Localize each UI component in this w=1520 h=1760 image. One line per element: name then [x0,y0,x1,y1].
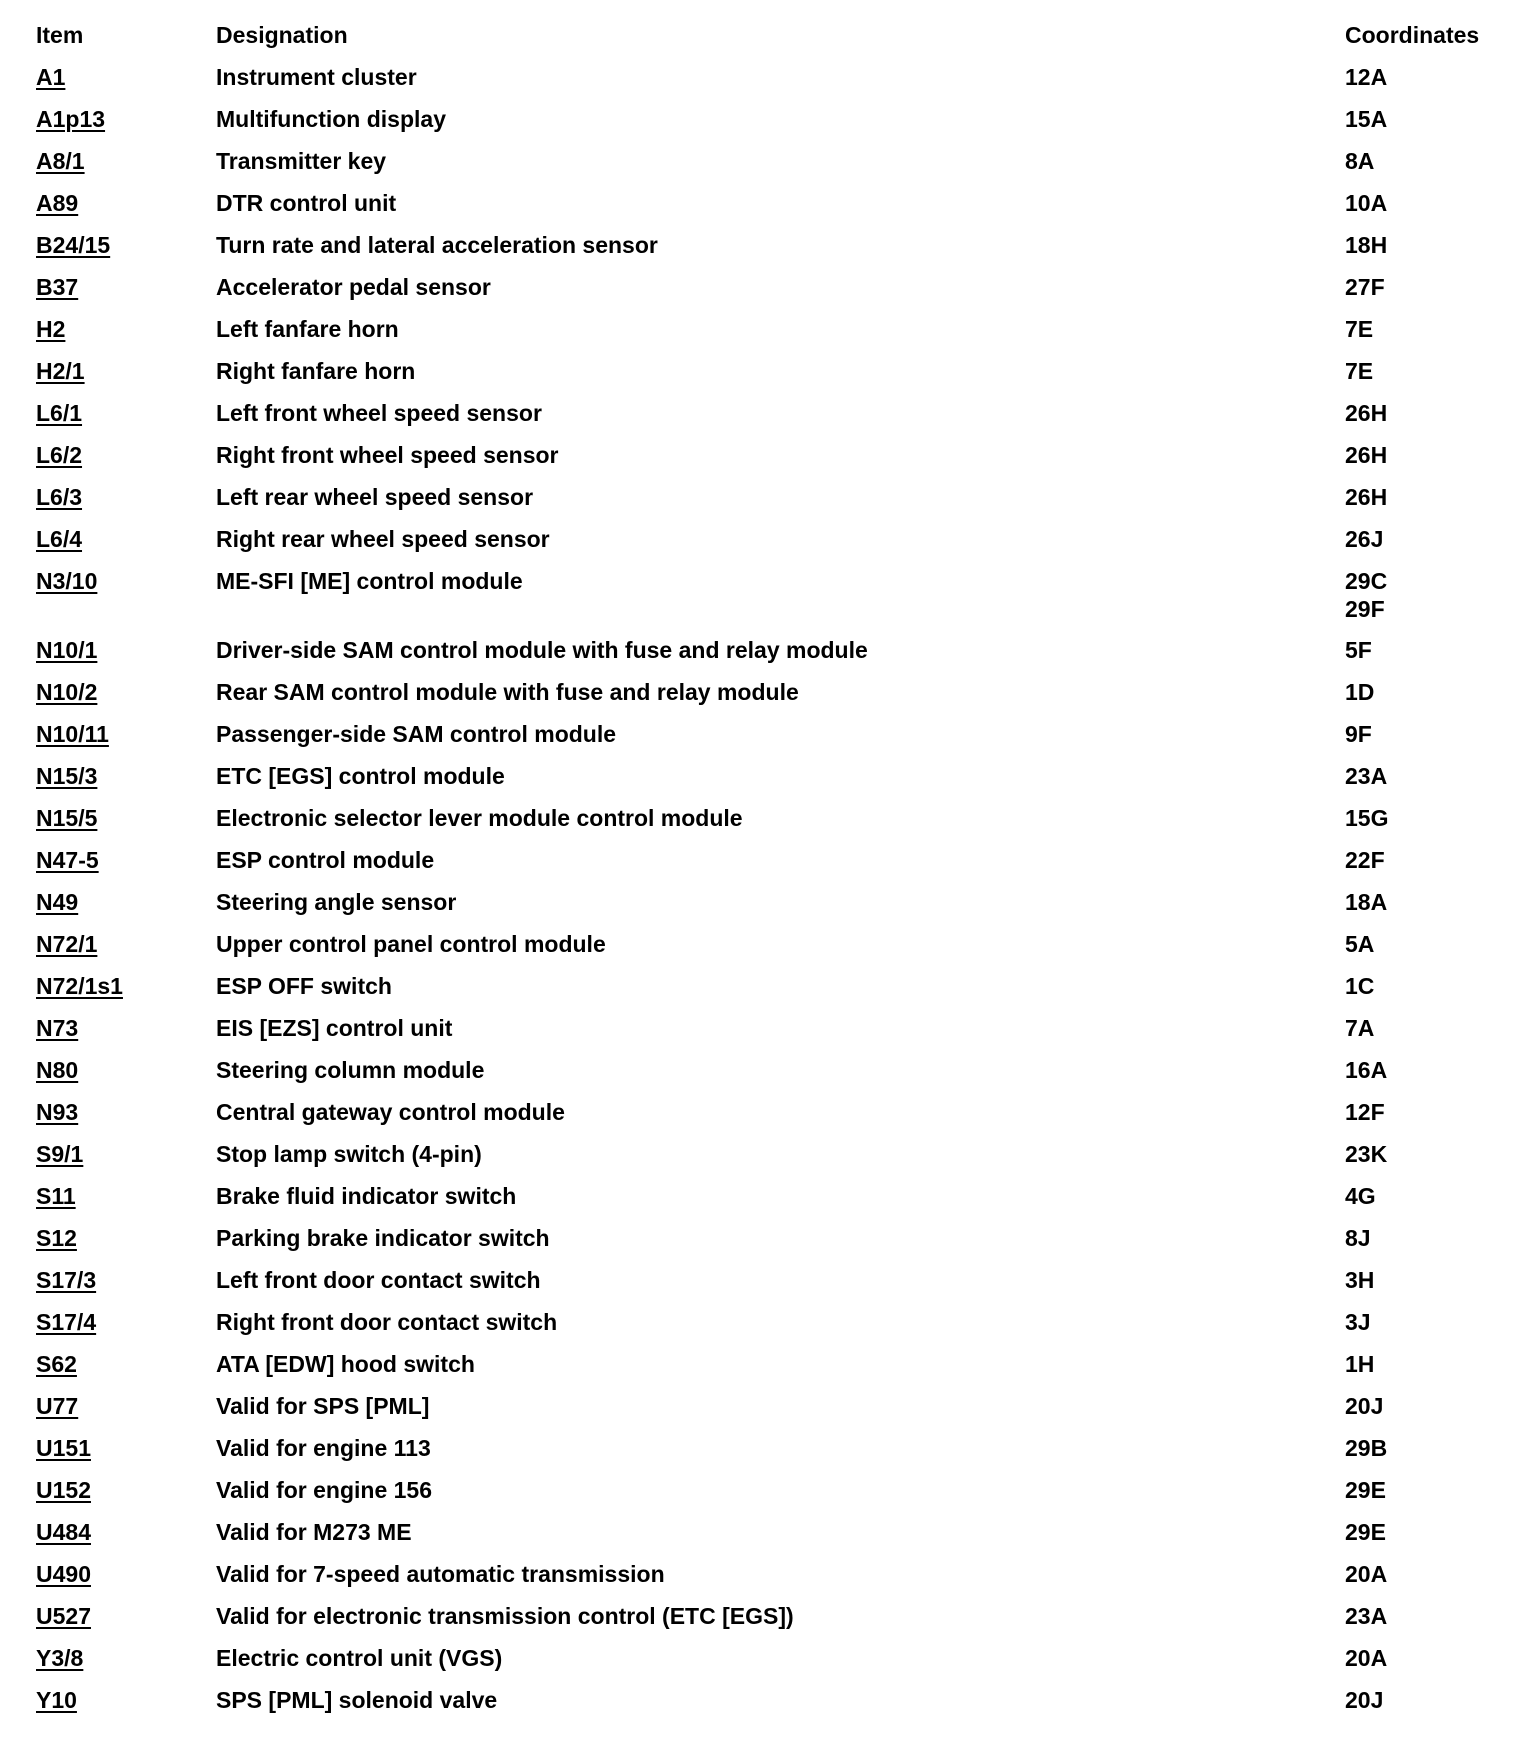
item-link[interactable]: N10/11 [36,721,109,747]
coordinate-value: 16A [1345,1057,1388,1083]
designation-cell: Left fanfare horn [216,316,399,342]
designation-cell: Electric control unit (VGS) [216,1645,503,1671]
coordinate-value: 1C [1345,973,1375,999]
designation-cell: ATA [EDW] hood switch [216,1351,475,1377]
designation-cell: Valid for M273 ME [216,1519,412,1545]
designation-cell: Valid for engine 156 [216,1477,433,1503]
coordinate-value: 12F [1345,1099,1385,1125]
designation-cell: Left front wheel speed sensor [216,400,542,426]
designation-cell: Right front wheel speed sensor [216,442,559,468]
item-link[interactable]: U152 [36,1477,91,1503]
coordinate-value: 29F [1345,596,1385,622]
coordinate-value: 26H [1345,442,1388,468]
coordinate-value: 15G [1345,805,1389,831]
item-link[interactable]: A8/1 [36,148,85,174]
designation-cell: Steering angle sensor [216,889,457,915]
table-row [0,1497,1520,1545]
designation-cell: Central gateway control module [216,1099,565,1125]
item-link[interactable]: N72/1s1 [36,973,123,999]
table-row [0,1119,1520,1167]
table-row [0,126,1520,174]
item-link[interactable]: B37 [36,274,79,300]
coordinate-value: 26H [1345,400,1388,426]
coordinate-value: 9F [1345,721,1372,747]
designation-cell: Left rear wheel speed sensor [216,484,534,510]
table-row [0,294,1520,342]
designation-cell: ESP OFF switch [216,973,392,999]
table-row [0,1665,1520,1713]
coordinate-value: 26H [1345,484,1388,510]
table-row [0,699,1520,747]
coordinate-value: 23A [1345,763,1388,789]
table-row [0,1077,1520,1125]
item-link[interactable]: U490 [36,1561,91,1587]
item-link[interactable]: S9/1 [36,1141,84,1167]
designation-cell: Valid for 7-speed automatic transmission [216,1561,665,1587]
item-link[interactable]: N80 [36,1057,79,1083]
item-link[interactable]: N3/10 [36,568,98,594]
item-link[interactable]: A1p13 [36,106,106,132]
table-row [0,1455,1520,1503]
designation-cell: DTR control unit [216,190,397,216]
designation-cell: Upper control panel control module [216,931,606,957]
item-link[interactable]: S11 [36,1183,76,1209]
item-link[interactable]: U484 [36,1519,91,1545]
item-link[interactable]: L6/2 [36,442,83,468]
coordinate-value: 4G [1345,1183,1376,1209]
table-row [0,867,1520,915]
designation-cell: Accelerator pedal sensor [216,274,491,300]
coordinate-value: 7E [1345,358,1374,384]
item-link[interactable]: N15/5 [36,805,98,831]
coordinates-cell [1345,1686,1383,1714]
table-row [0,420,1520,468]
table-row [0,42,1520,90]
item-link[interactable]: N93 [36,1099,79,1125]
table-row [0,1371,1520,1419]
table-row [0,378,1520,426]
designation-cell: Instrument cluster [216,64,417,90]
coordinate-value: 7E [1345,316,1374,342]
table-row [0,252,1520,300]
coordinate-value: 20A [1345,1645,1388,1671]
coordinate-value: 23A [1345,1603,1388,1629]
designation-cell: ME-SFI [ME] control module [216,568,523,594]
table-row [0,741,1520,789]
table-header [0,0,1520,48]
item-link[interactable]: L6/1 [36,400,83,426]
item-link[interactable]: H2 [36,316,66,342]
item-link[interactable]: U527 [36,1603,91,1629]
designation-cell: Passenger-side SAM control module [216,721,617,747]
table-row [0,951,1520,999]
designation-cell: Left front door contact switch [216,1267,541,1293]
coordinate-value: 20J [1345,1687,1384,1713]
table-row [0,1539,1520,1587]
designation-cell: Steering column module [216,1057,485,1083]
table-row [0,993,1520,1041]
coordinate-value: 22F [1345,847,1385,873]
coordinate-value: 29B [1345,1435,1388,1461]
designation-cell: Right front door contact switch [216,1309,558,1335]
header-designation: Designation [216,22,348,48]
table-row [0,462,1520,510]
designation-cell: SPS [PML] solenoid valve [216,1687,498,1713]
item-link[interactable]: S12 [36,1225,77,1251]
item-link[interactable]: N10/2 [36,679,98,705]
designation-cell: Valid for electronic transmission control (ETC [EGS]) [216,1603,794,1629]
table-row [0,1623,1520,1671]
item-link[interactable]: A1 [36,64,66,90]
coordinate-value: 3J [1345,1309,1371,1335]
coordinate-value: 8J [1345,1225,1371,1251]
item-link[interactable]: U151 [36,1435,91,1461]
designation-cell: Stop lamp switch (4-pin) [216,1141,482,1167]
item-link[interactable]: B24/15 [36,232,111,258]
coordinate-value: 20A [1345,1561,1388,1587]
coordinate-value: 18A [1345,889,1388,915]
item-link[interactable]: N72/1 [36,931,98,957]
header-item: Item [36,22,84,48]
table-row [0,1287,1520,1335]
table-row [0,783,1520,831]
coordinate-value: 29C [1345,568,1388,594]
coordinate-value: 15A [1345,106,1388,132]
item-link[interactable]: N73 [36,1015,79,1041]
table-row [0,909,1520,957]
designation-cell: Multifunction display [216,106,446,132]
item-link[interactable]: N47-5 [36,847,99,873]
designation-cell: EIS [EZS] control unit [216,1015,453,1041]
table-row [0,504,1520,552]
coordinate-value: 5A [1345,931,1375,957]
table-row [0,1035,1520,1083]
coordinate-value: 7A [1345,1015,1375,1041]
designation-cell: Right rear wheel speed sensor [216,526,550,552]
table-row [0,825,1520,873]
designation-cell: Parking brake indicator switch [216,1225,550,1251]
item-link[interactable]: Y10 [36,1687,77,1713]
table-row [0,210,1520,258]
table-row [0,657,1520,705]
item-link[interactable]: H2/1 [36,358,85,384]
item-link[interactable]: S17/4 [36,1309,97,1335]
coordinate-value: 26J [1345,526,1384,552]
item-link[interactable]: Y3/8 [36,1645,84,1671]
coordinate-value: 8A [1345,148,1375,174]
table-row [0,1581,1520,1629]
designation-cell: Valid for engine 113 [216,1435,431,1461]
table-row [0,1413,1520,1461]
designation-cell: Driver-side SAM control module with fuse and relay module [216,637,868,663]
coordinate-value: 12A [1345,64,1388,90]
coordinate-value: 5F [1345,637,1372,663]
item-link[interactable]: U77 [36,1393,79,1419]
designation-cell: Brake fluid indicator switch [216,1183,517,1209]
table-row [0,336,1520,384]
item-link[interactable]: L6/4 [36,526,83,552]
table-row [0,1161,1520,1209]
designation-cell: Transmitter key [216,148,387,174]
designation-cell: ESP control module [216,847,435,873]
designation-cell: Valid for SPS [PML] [216,1393,430,1419]
table-row [0,1203,1520,1251]
table-row [0,84,1520,132]
designation-cell: ETC [EGS] control module [216,763,505,789]
designation-cell: Rear SAM control module with fuse and relay module [216,679,799,705]
table-row [0,1329,1520,1377]
item-link[interactable]: S17/3 [36,1267,97,1293]
item-link[interactable]: A89 [36,190,79,216]
coordinate-value: 10A [1345,190,1388,216]
coordinate-value: 20J [1345,1393,1384,1419]
item-link[interactable]: S62 [36,1351,77,1377]
coordinate-value: 23K [1345,1141,1388,1167]
coordinate-value: 1H [1345,1351,1375,1377]
table-body [0,42,1520,1713]
item-link[interactable]: N15/3 [36,763,98,789]
table-row [0,1245,1520,1293]
designation-cell: Electronic selector lever module control module [216,805,743,831]
item-link[interactable]: N10/1 [36,637,98,663]
designation-cell: Turn rate and lateral acceleration sensor [216,232,658,258]
coordinate-value: 29E [1345,1477,1386,1503]
item-link[interactable]: L6/3 [36,484,83,510]
item-link[interactable]: N49 [36,889,79,915]
table-row [0,168,1520,216]
table-row [0,615,1520,663]
designation-cell: Right fanfare horn [216,358,416,384]
coordinate-value: 27F [1345,274,1385,300]
coordinate-value: 18H [1345,232,1388,258]
coordinate-value: 29E [1345,1519,1386,1545]
coordinate-value: 3H [1345,1267,1375,1293]
header-coordinates: Coordinates [1345,22,1480,48]
coordinate-value: 1D [1345,679,1375,705]
table-row [0,546,1520,622]
